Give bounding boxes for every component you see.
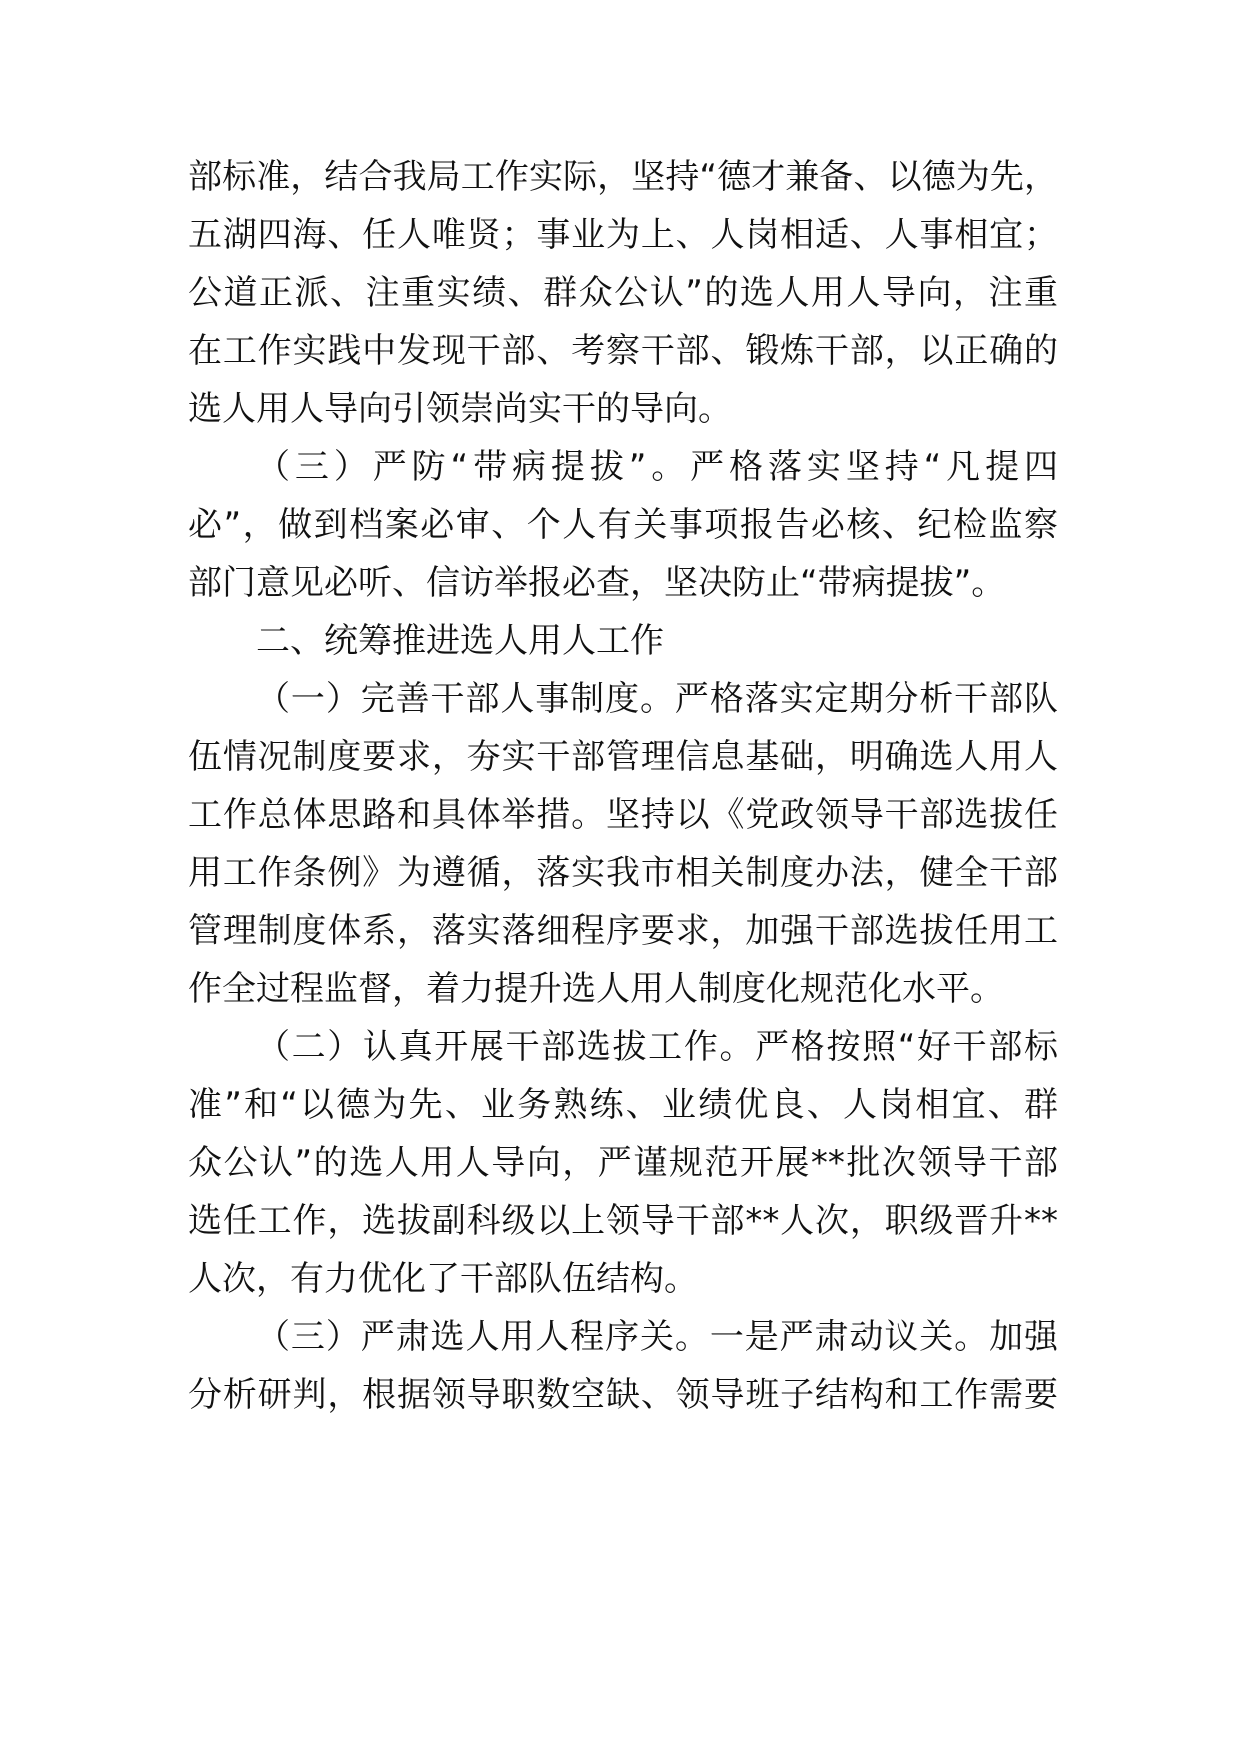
text-line: 众公认”的选人用人导向，严谨规范开展**批次领导干部 [188, 1143, 1058, 1183]
text-line: 工作总体思路和具体举措。坚持以《党政领导干部选拔任 [188, 795, 1058, 835]
text-line: 五湖四海、任人唯贤；事业为上、人岗相适、人事相宜； [188, 215, 1058, 255]
text-line: 选人用人导向引领崇尚实干的导向。 [188, 389, 732, 429]
text-line: （三）严防“带病提拔”。严格落实坚持“凡提四 [256, 447, 1058, 487]
text-line: 公道正派、注重实绩、群众公认”的选人用人导向，注重 [188, 273, 1058, 313]
text-line: 选任工作，选拔副科级以上领导干部**人次，职级晋升** [188, 1201, 1058, 1241]
text-line: 用工作条例》为遵循，落实我市相关制度办法，健全干部 [188, 853, 1058, 893]
text-line: 人次，有力优化了干部队伍结构。 [188, 1259, 698, 1299]
text-line: 部标准，结合我局工作实际，坚持“德才兼备、以德为先， [188, 157, 1058, 197]
text-line: （二）认真开展干部选拔工作。严格按照“好干部标 [256, 1027, 1058, 1067]
text-line: （一）完善干部人事制度。严格落实定期分析干部队 [256, 679, 1058, 719]
text-line: 部门意见必听、信访举报必查，坚决防止“带病提拔”。 [188, 563, 1006, 603]
text-line: （三）严肃选人用人程序关。一是严肃动议关。加强 [256, 1317, 1058, 1357]
text-line: 作全过程监督，着力提升选人用人制度化规范化水平。 [188, 969, 1004, 1009]
text-line: 必”，做到档案必审、个人有关事项报告必核、纪检监察 [188, 505, 1058, 545]
text-line: 伍情况制度要求，夯实干部管理信息基础，明确选人用人 [188, 737, 1058, 777]
text-line: 准”和“以德为先、业务熟练、业绩优良、人岗相宜、群 [188, 1085, 1058, 1125]
text-line: 管理制度体系，落实落细程序要求，加强干部选拔任用工 [188, 911, 1058, 951]
text-line: 在工作实践中发现干部、考察干部、锻炼干部，以正确的 [188, 331, 1058, 371]
text-line: 分析研判，根据领导职数空缺、领导班子结构和工作需要 [188, 1375, 1058, 1415]
section-heading: 二、统筹推进选人用人工作 [256, 621, 664, 661]
